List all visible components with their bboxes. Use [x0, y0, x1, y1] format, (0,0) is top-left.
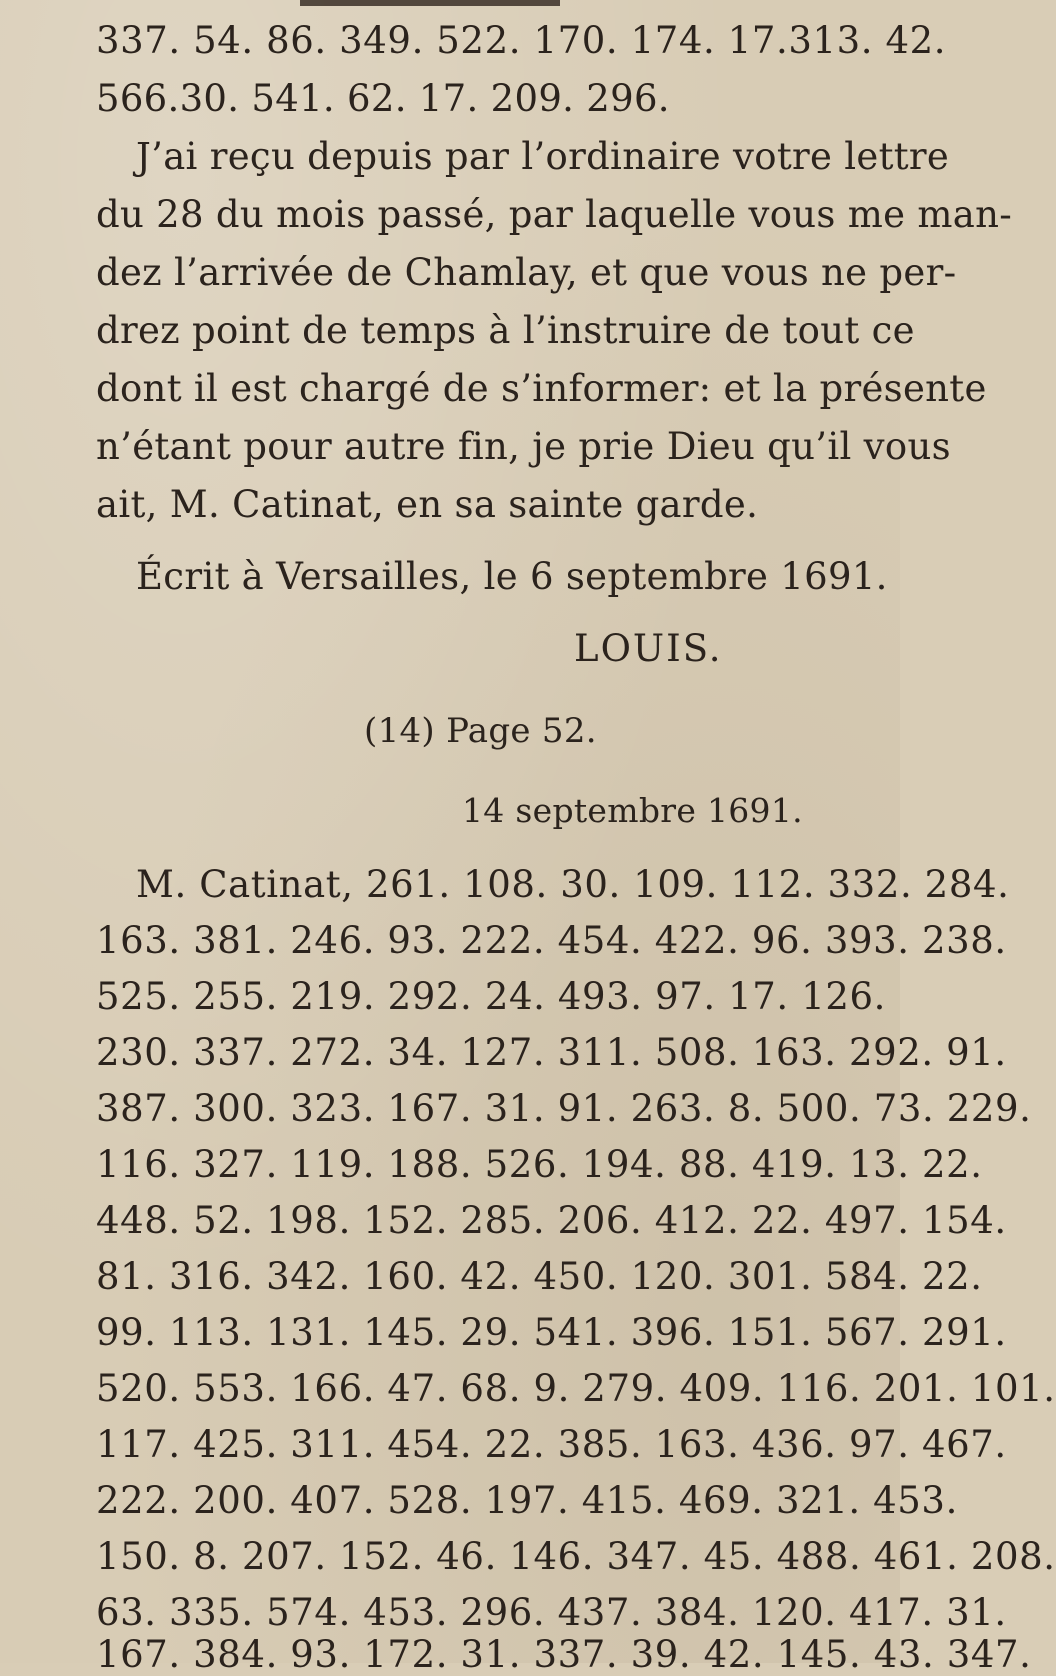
paragraph-line: du 28 du mois passé, par laquelle vous me man- [96, 193, 1013, 236]
cipher-line: 99. 113. 131. 145. 29. 541. 396. 151. 567. 291. [96, 1311, 1007, 1354]
cipher-line: 163. 381. 246. 93. 222. 454. 422. 96. 393. 238. [96, 919, 1007, 962]
cipher-line: 387. 300. 323. 167. 31. 91. 263. 8. 500. 73. 229. [96, 1087, 1032, 1130]
paragraph-line: ait, M. Catinat, en sa sainte garde. [96, 483, 759, 526]
cipher-line: 81. 316. 342. 160. 42. 450. 120. 301. 584. 22. [96, 1255, 983, 1298]
note-date: 14 septembre 1691. [462, 791, 803, 830]
cipher-line: 63. 335. 574. 453. 296. 437. 384. 120. 417. 31. [96, 1591, 1007, 1634]
header-rule [300, 0, 560, 6]
paragraph-line: drez point de temps à l’instruire de tout ce [96, 309, 915, 352]
cipher-line: 520. 553. 166. 47. 68. 9. 279. 409. 116. 201. 101. [96, 1367, 1056, 1410]
paragraph-line: dont il est chargé de s’informer: et la présente [96, 367, 987, 410]
cipher-line: 525. 255. 219. 292. 24. 493. 97. 17. 126. [96, 975, 886, 1018]
paragraph-line: dez l’arrivée de Chamlay, et que vous ne per- [96, 251, 957, 294]
paragraph-line: n’étant pour autre fin, je prie Dieu qu’il vous [96, 425, 951, 468]
cipher-line: 230. 337. 272. 34. 127. 311. 508. 163. 292. 91. [96, 1031, 1007, 1074]
cipher-line: M. Catinat, 261. 108. 30. 109. 112. 332. 284. [136, 863, 1010, 906]
cipher-line: 222. 200. 407. 528. 197. 415. 469. 321. 453. [96, 1479, 958, 1522]
cipher-line: 150. 8. 207. 152. 46. 146. 347. 45. 488. 461. 208. [96, 1535, 1056, 1578]
closing-line: Écrit à Versailles, le 6 septembre 1691. [136, 555, 888, 598]
paragraph-line: J’ai reçu depuis par l’ordinaire votre lettre [136, 135, 950, 178]
cipher-line: 448. 52. 198. 152. 285. 206. 412. 22. 497. 154. [96, 1199, 1007, 1242]
cipher-line: 116. 327. 119. 188. 526. 194. 88. 419. 13. 22. [96, 1143, 983, 1186]
cipher-line: 337. 54. 86. 349. 522. 170. 174. 17.313. 42. [96, 19, 947, 62]
cipher-line: 117. 425. 311. 454. 22. 385. 163. 436. 97. 467. [96, 1423, 1007, 1466]
cipher-line: 167. 384. 93. 172. 31. 337. 39. 42. 145. 43. 347. [96, 1633, 1032, 1676]
signature: LOUIS. [574, 627, 723, 670]
note-heading: (14) Page 52. [364, 711, 597, 751]
cipher-line: 566.30. 541. 62. 17. 209. 296. [96, 77, 670, 120]
